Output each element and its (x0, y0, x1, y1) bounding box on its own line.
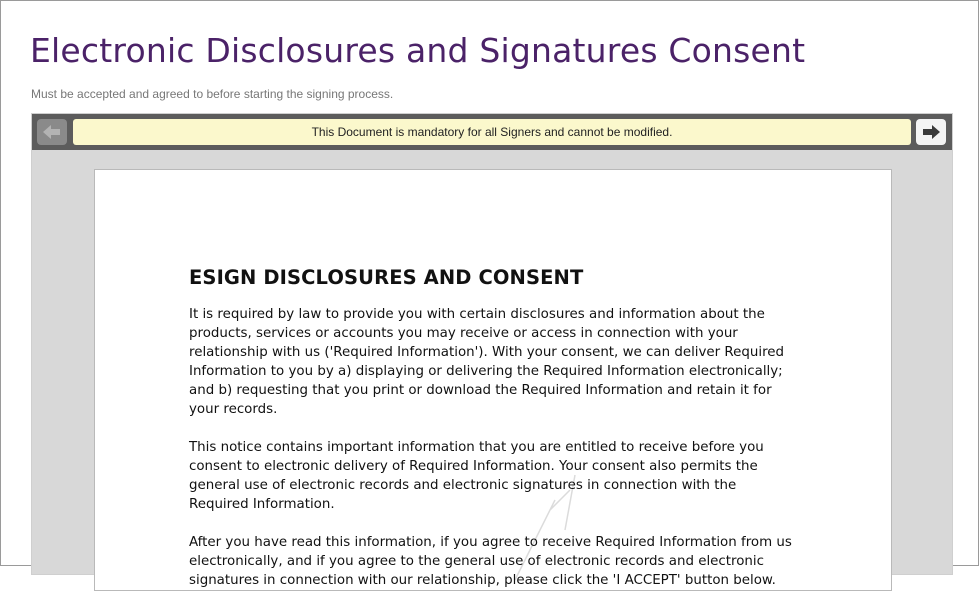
document-paragraph: It is required by law to provide you with certain disclosures and information about the products, services or accounts you may receive or access in connection with your relationship with us ('Required Information'). With your consent, we can deliver Required Information to you by a) displaying or delivering the Required Information electronically; and b) requesting that you print or download the Required Information and retain it for your records. (189, 307, 785, 417)
viewer-toolbar (32, 114, 952, 150)
arrow-right-icon (922, 125, 940, 139)
document-paragraph: After you have read this information, if you agree to receive Required Information from us electronically, and if you agree to the general use of electronic records and electronic signatures in connection with our relationship, please click the 'I ACCEPT' button below. (189, 535, 792, 588)
document-content (189, 266, 799, 609)
next-page-button[interactable] (916, 119, 946, 145)
document-heading: ESIGN DISCLOSURES AND CONSENT (189, 266, 584, 289)
arrow-left-icon (43, 125, 61, 139)
document-page (94, 169, 892, 591)
document-paragraph: This notice contains important information that you are entitled to receive before you consent to electronic delivery of Required Information. Your consent also permits the general use of electronic records and electronic signatures in connection with the Required Information. (189, 440, 764, 512)
page-title: Electronic Disclosures and Signatures Consent (30, 31, 806, 70)
mandatory-notice: This Document is mandatory for all Signers and cannot be modified. (73, 119, 911, 145)
previous-page-button[interactable] (37, 119, 67, 145)
document-viewer (31, 113, 953, 588)
page-subtitle: Must be accepted and agreed to before starting the signing process. (31, 87, 394, 101)
